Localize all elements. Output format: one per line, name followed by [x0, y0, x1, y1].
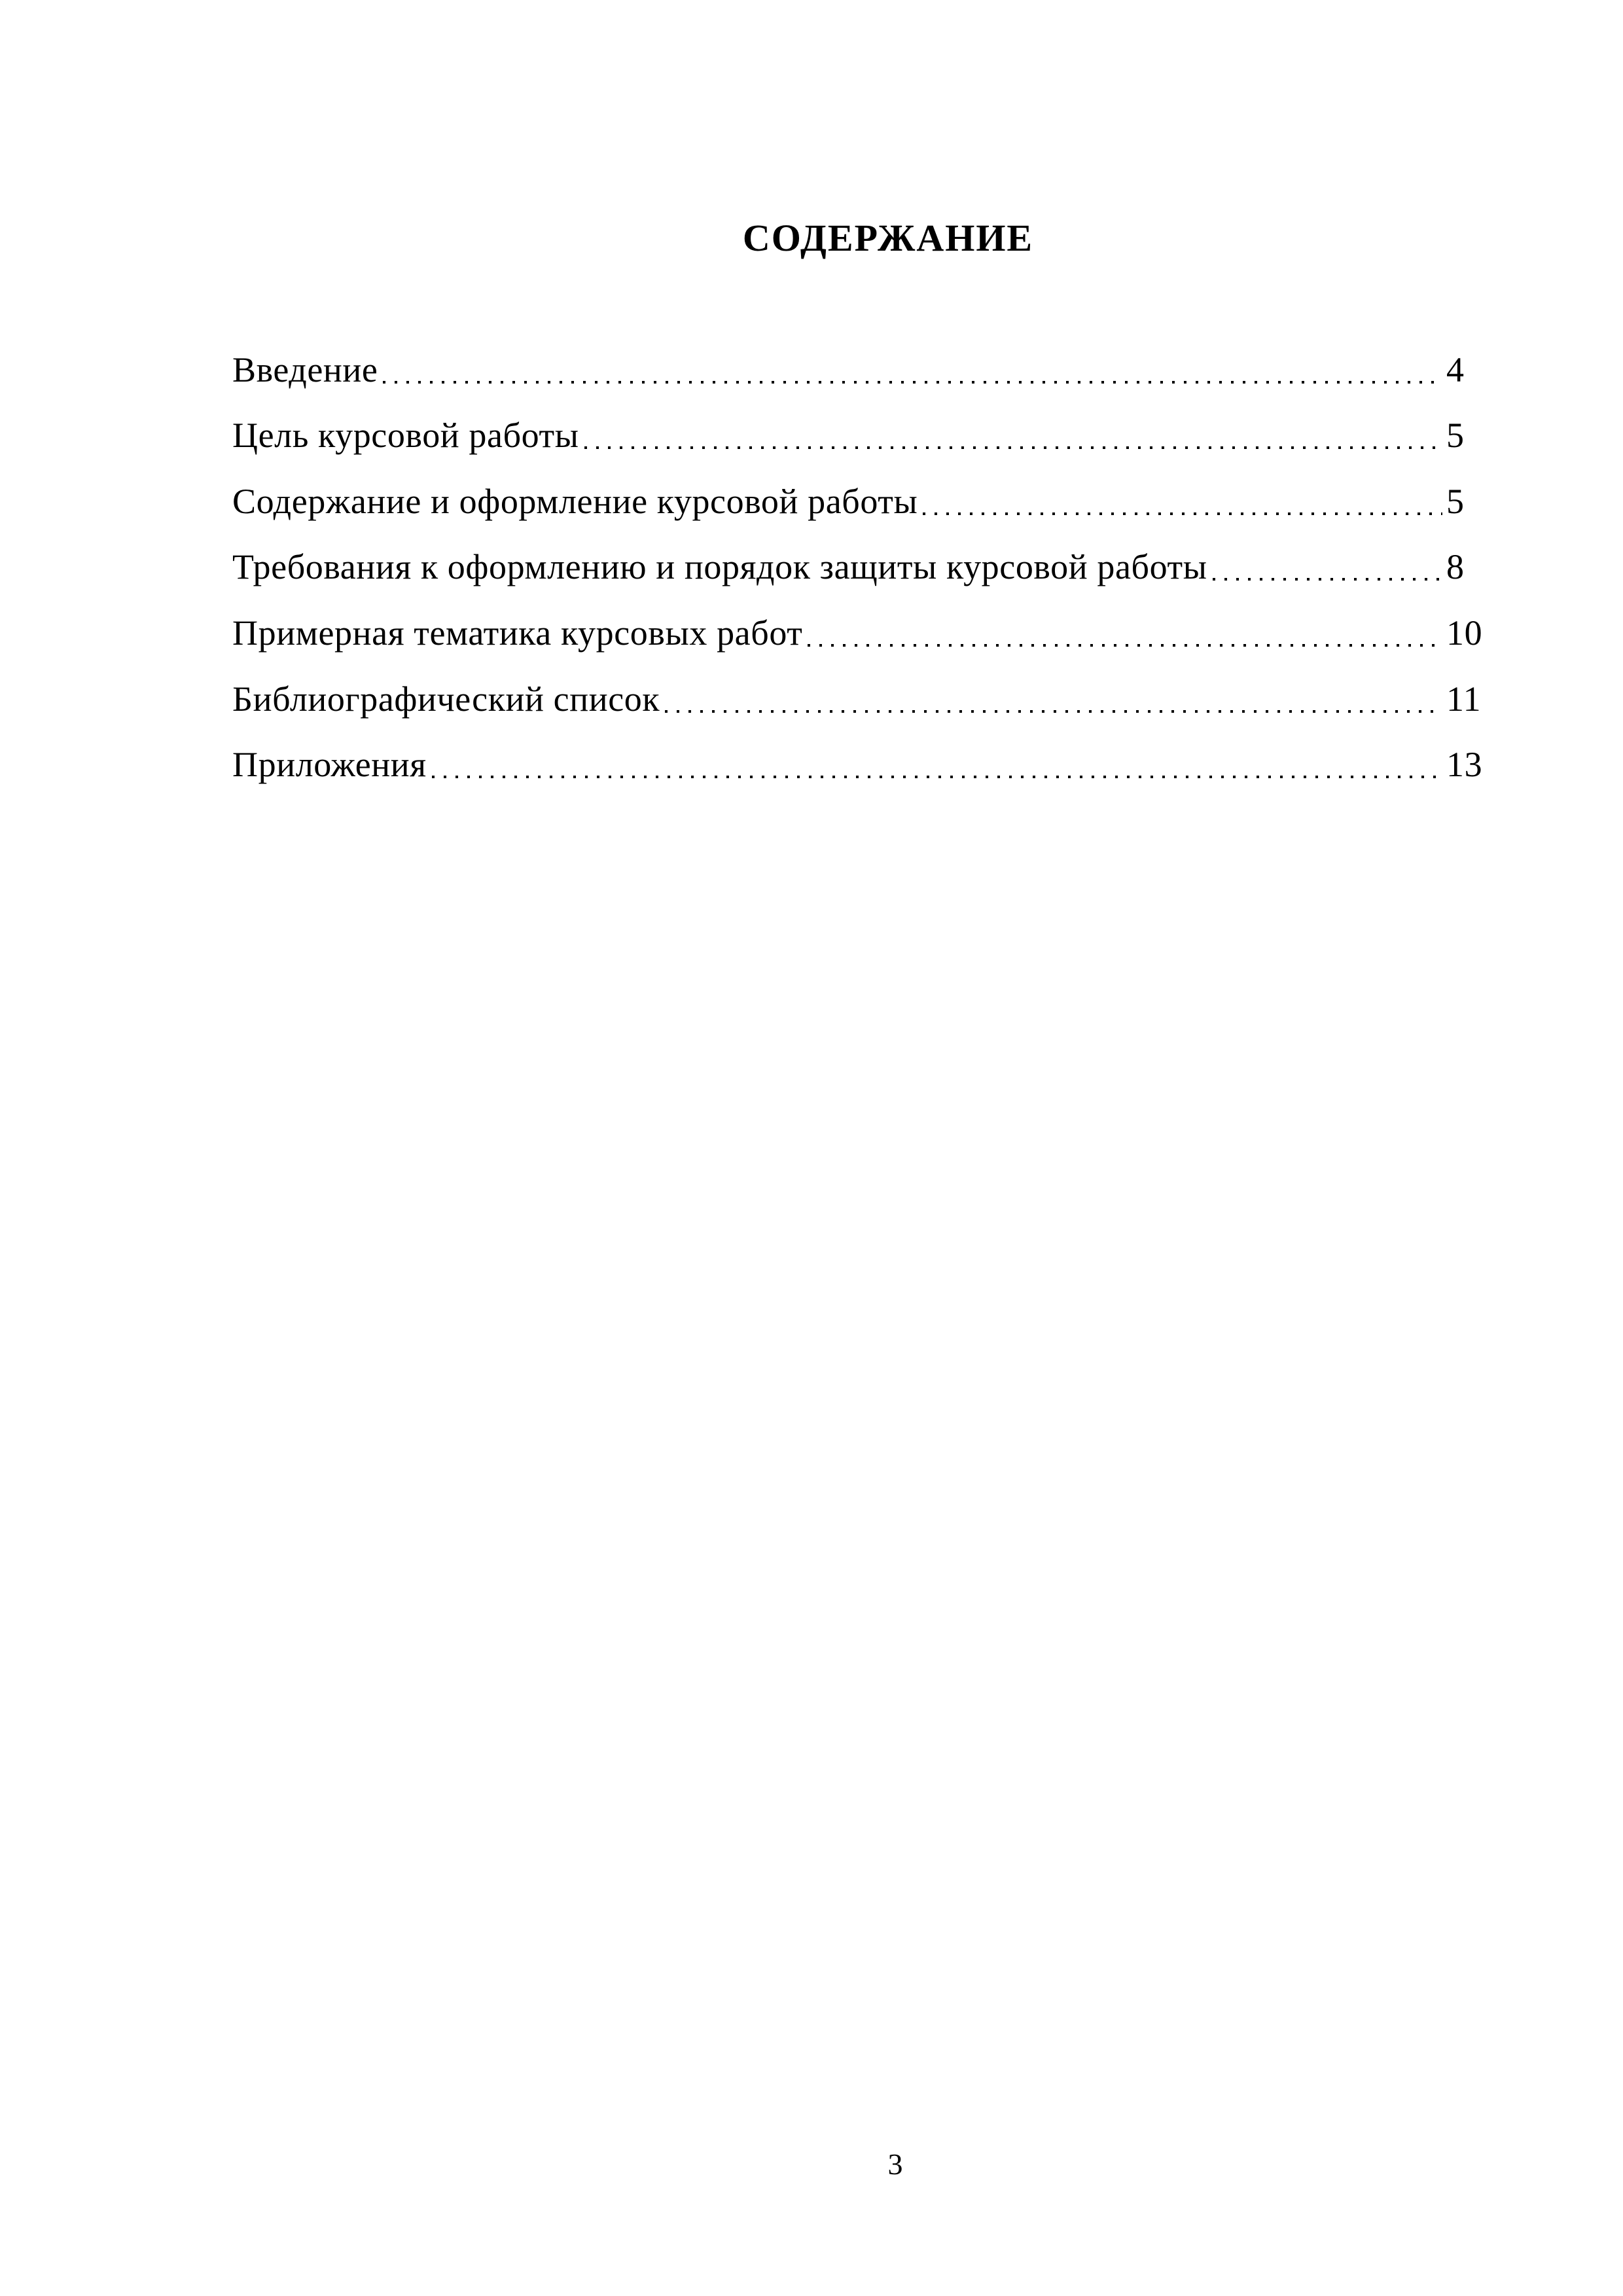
toc-entry-page-number: 11: [1446, 679, 1482, 719]
toc-entry: [232, 535, 1479, 601]
toc-entry-label: Содержание и оформление курсовой работы: [232, 481, 918, 521]
toc-entry: [232, 403, 1479, 469]
toc-entry-label: Библиографический список: [232, 679, 660, 719]
toc-entry-page-number: 5: [1446, 481, 1465, 521]
toc-entry-page-number: 10: [1446, 613, 1483, 653]
toc-entry-page-number: 13: [1446, 745, 1483, 785]
toc-entry-label: Приложения: [232, 745, 427, 785]
toc-entry-label: Примерная тематика курсовых работ: [232, 613, 803, 653]
dot-leader: [383, 381, 1442, 384]
dot-leader: [665, 710, 1442, 713]
toc-title: СОДЕРЖАНИЕ: [742, 217, 1034, 259]
toc-entry-label: Требования к оформлению и порядок защиты курсовой работы: [232, 547, 1207, 587]
toc-entry-page-number: 8: [1446, 547, 1465, 587]
dot-leader: [1213, 578, 1442, 581]
toc-entry: [232, 666, 1482, 732]
toc-entry: [232, 732, 1483, 798]
toc-list: [232, 337, 1483, 798]
dot-leader: [584, 446, 1442, 449]
toc-entry-page-number: 4: [1446, 350, 1465, 389]
toc-entry: [232, 469, 1479, 535]
page-number: 3: [887, 2147, 903, 2181]
toc-entry: [232, 337, 1479, 403]
dot-leader: [808, 644, 1442, 647]
toc-entry-page-number: 5: [1446, 416, 1465, 456]
dot-leader: [923, 512, 1442, 515]
toc-entry-label: Цель курсовой работы: [232, 416, 579, 456]
toc-entry: [232, 600, 1483, 666]
toc-entry-label: Введение: [232, 350, 378, 389]
dot-leader: [432, 776, 1442, 778]
